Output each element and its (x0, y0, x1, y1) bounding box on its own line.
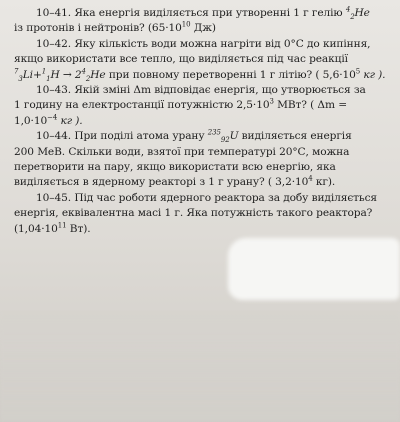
problem-text: Дж) (190, 22, 216, 35)
problem-text: якщо використати все тепло, що виділяється під час реакції (14, 53, 348, 66)
unit: кг ). (57, 114, 83, 127)
unit: кг ). (360, 68, 386, 81)
problem-10-44 (14, 129, 392, 191)
problem-number: 10–45. (36, 191, 72, 204)
problem-text: Яка енергія виділяється при утворенні 1 г гелію (74, 7, 346, 19)
helium-symbol: $^4_2$He (345, 5, 370, 22)
problem-text: виділяється енергія (238, 130, 352, 143)
problem-text: Під час роботи ядерного реактора за добу виділяється (74, 191, 378, 204)
problem-number: 10–42. (36, 37, 72, 50)
exponent: 3 (269, 97, 274, 106)
exponent: 10 (181, 20, 191, 29)
problem-text: При поділі атома урану (74, 130, 208, 143)
problem-text: перетворити на пару, якщо використати всю енергію, яка (14, 161, 336, 174)
problem-text: виділяється в ядерному реакторі з 1 г урану? ( 3,2·10 (14, 176, 309, 189)
unit: кг). (312, 176, 336, 189)
problem-number: 10–41. (36, 7, 72, 19)
exponent: 11 (57, 221, 67, 230)
faded-bottom-region (0, 312, 400, 422)
exponent: 5 (355, 67, 361, 76)
redaction-overlay (228, 238, 400, 300)
problem-10-43 (14, 83, 392, 129)
reaction-formula: $^7_3Li+^1_1H \to 2^4_2He$ (14, 67, 106, 83)
problem-text: (1,04·10 (14, 222, 58, 235)
problem-text: енергія, еквівалентна масі 1 г. Яка потужність такого реактора? (14, 207, 373, 220)
problem-text: Якій зміні Δm відповідає енергія, що утворюється за (74, 84, 366, 97)
problem-text: 1 годину на електростанції потужністю 2,5·10 (14, 99, 270, 112)
problem-text: Яку кількість води можна нагріти від 0°С до кипіння, (74, 37, 371, 50)
problem-text: 200 МеВ. Скільки води, взятої при температурі 20°С, можна (14, 145, 350, 158)
problem-number: 10–43. (36, 84, 72, 97)
problem-10-42 (14, 37, 392, 83)
problem-text: при повному перетворенні 1 г літію? ( 5,6·10 (105, 68, 356, 81)
problem-number: 10–44. (36, 130, 72, 143)
problem-list (14, 6, 392, 237)
uranium-symbol: $^{235}_{92}$U (207, 128, 239, 145)
problem-10-41 (14, 6, 392, 37)
exponent: −4 (47, 113, 58, 122)
problem-text: із протонів і нейтронів? (65·10 (14, 22, 182, 35)
exponent: 4 (308, 174, 313, 183)
problem-10-45 (14, 191, 392, 237)
unit: Вт). (66, 222, 91, 235)
problem-text: МВт? ( Δm = 1,0·10 (14, 99, 347, 127)
